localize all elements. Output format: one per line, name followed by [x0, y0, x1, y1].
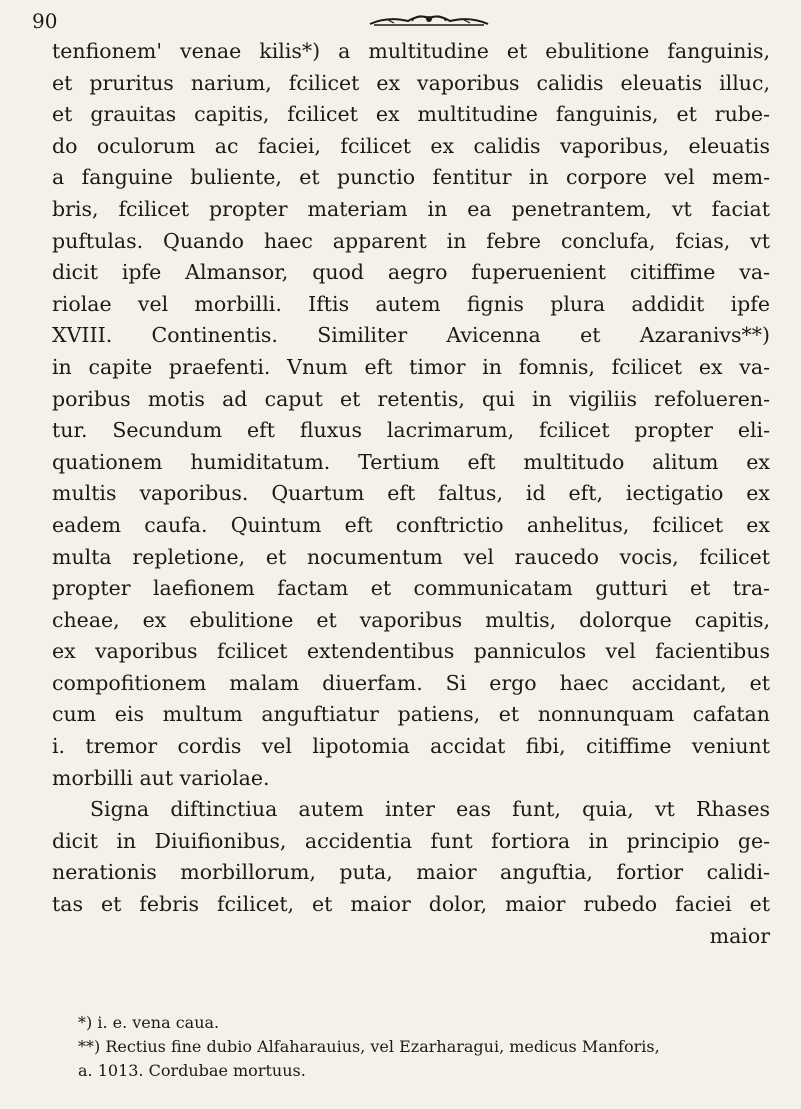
text-line: eadem caufa. Quintum eft conftrictio anhelitus, fcilicet ex [52, 512, 770, 537]
text-line: et grauitas capitis, fcilicet ex multitudine fanguinis, et rube- [52, 102, 770, 127]
footnote-1: *) i. e. vena caua. [78, 1013, 220, 1032]
footnotes [52, 1011, 770, 1083]
text-line: riolae vel morbilli. Iftis autem fignis plura addidit ipfe [52, 291, 770, 316]
footnote-2: **) Rectius fine dubio Alfaharauius, vel Ezarharagui, medicus Manforis, [78, 1037, 660, 1056]
text-line: cheae, ex ebulitione et vaporibus multis, dolorque capitis, [52, 607, 770, 632]
text-line: Signa diftinctiua autem inter eas funt, quia, vt Rhases [90, 797, 770, 822]
text-line: cum eis multum anguftiatur patiens, et nonnunquam cafatan [52, 702, 770, 727]
text-line: XVIII. Continentis. Similiter Avicenna et Azaranivs**) [52, 323, 770, 348]
text-line: puftulas. Quando haec apparent in febre conclufa, fcias, vt [52, 228, 770, 253]
text-line: tas et febris fcilicet, et maior dolor, maior rubedo faciei et [52, 892, 770, 917]
text-line: tur. Secundum eft fluxus lacrimarum, fcilicet propter eli- [52, 418, 770, 443]
text-line: do oculorum ac faciei, fcilicet ex calidis vaporibus, eleuatis [52, 133, 770, 158]
text-line: dicit in Diuifionibus, accidentia funt fortiora in principio ge- [52, 828, 770, 853]
text-line: ex vaporibus fcilicet extendentibus panniculos vel facientibus [52, 639, 770, 664]
printer-ornament-icon [368, 12, 490, 28]
text-line: propter laefionem factam et communicatam gutturi et tra- [52, 576, 770, 601]
text-line: et pruritus narium, fcilicet ex vaporibus calidis eleuatis illuc, [52, 70, 770, 95]
text-line: in capite praefenti. Vnum eft timor in fomnis, fcilicet ex va- [52, 354, 770, 379]
text-line: nerationis morbillorum, puta, maior anguftia, fortior calidi- [52, 860, 770, 885]
text-line: multis vaporibus. Quartum eft faltus, id eft, iectigatio ex [52, 481, 770, 506]
text-line: poribus motis ad caput et retentis, qui in vigiliis refolueren- [52, 386, 770, 411]
text-line: compofitionem malam diuerfam. Si ergo haec accidant, et [52, 670, 770, 695]
text-line: multa repletione, et nocumentum vel raucedo vocis, fcilicet [52, 544, 770, 569]
main-text-block [52, 36, 770, 952]
text-line: a fanguine buliente, et punctio fentitur in corpore vel mem- [52, 165, 770, 190]
text-line: i. tremor cordis vel lipotomia accidat fibi, citiffime veniunt [52, 734, 770, 759]
text-line: morbilli aut variolae. [52, 765, 270, 790]
text-line: quationem humiditatum. Tertium eft multitudo alitum ex [52, 449, 770, 474]
footnote-2-continued: a. 1013. Cordubae mortuus. [78, 1061, 306, 1080]
catchword: maior [709, 923, 770, 948]
text-line: dicit ipfe Almansor, quod aegro fuperuenient citiffime va- [52, 260, 770, 285]
text-line: bris, fcilicet propter materiam in ea penetrantem, vt faciat [52, 196, 770, 221]
page-number: 90 [32, 9, 58, 33]
text-line: tenfionem' venae kilis*) a multitudine et ebulitione fanguinis, [52, 39, 770, 63]
